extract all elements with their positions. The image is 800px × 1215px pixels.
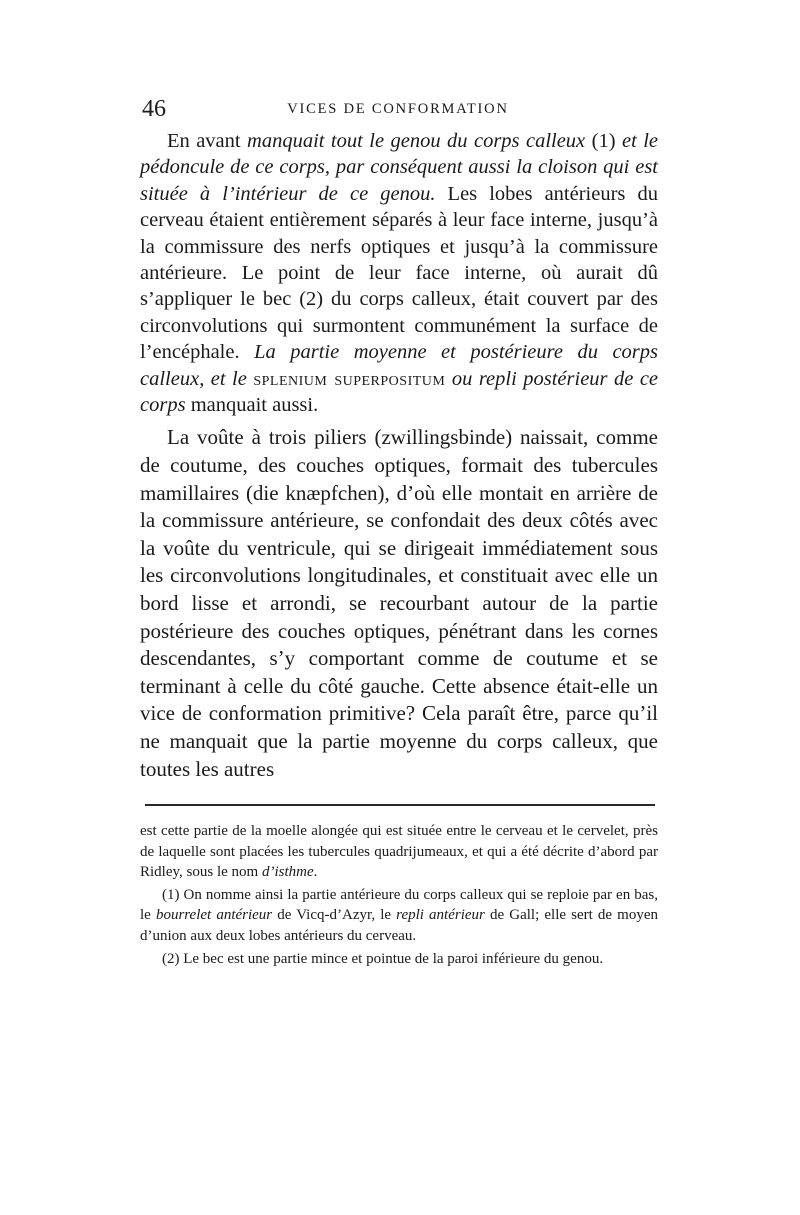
paragraph-1 [140, 128, 658, 418]
fn1-e: de Gall; elle sert de moyen d’union aux deux lobes antérieurs du cerveau. [140, 907, 658, 944]
page-number: 46 [142, 96, 166, 122]
footnotes [140, 821, 658, 969]
fn1-d: repli antérieur [396, 907, 485, 924]
fn1-b: bourrelet antérieur [155, 907, 273, 924]
p1-italic-d: et le pédoncule de ce corps, par conséquent aussi la cloison qui est située à l’intérieur de ce genou. [140, 130, 658, 205]
fn-cont-b: d’isthme [261, 864, 314, 881]
fn-cont-a: est cette partie de la moelle alongée qui est située entre le cerveau et le cervelet, près de laquelle sont placées les tubercules quadrijumeaux, et qui a été décrite d’abord par Ridley, sous le nom [140, 823, 658, 881]
page-header [138, 96, 658, 124]
p1-text-c: (1) [585, 130, 622, 152]
fn1-c: de Vicq-d’Azyr, le [272, 907, 397, 924]
p1-text-k: manquait aussi. [185, 394, 319, 417]
footnote-rule [145, 804, 655, 806]
main-text [140, 128, 658, 783]
p1-italic-j: ou repli postérieur de ce corps [140, 367, 659, 417]
running-title: VICES DE CONFORMATION [287, 101, 509, 117]
paragraph-2: La voûte à trois piliers (zwillingsbinde) naissait, comme de coutume, des couches optiques, formait des tubercules mamillaires (die knæpfchen), d’où elle montait en arrière de la commissure antérieure, se confondait des deux côtés avec la voûte du ventricule, qui se dirigeait immédiatement sous les circonvolutions longitudinales, et constituait avec elle un bord lisse et arrondi, se recourbant autour de la partie postérieure des couches optiques, pénétrant dans les cornes descendantes, s’y comportant comme de coutume et se terminant à celle du côté gauche. Cette absence était-elle un vice de conformation primitive? Cela paraît être, parce qu’il ne manquait que la partie moyenne du corps calleux, que toutes les autres [140, 425, 658, 781]
p1-text-a: En avant [167, 130, 248, 152]
p1-italic-b: manquait tout le genou du corps calleux [247, 130, 586, 152]
p1-italic-f: La partie moyenne et postérieure du corps calleux, et le [140, 341, 658, 390]
p1-text-e: Les lobes antérieurs du cerveau étaient entièrement séparés à leur face interne, jusqu’à la commissure des nerfs optiques et jusqu’à la commissure antérieure. Le point de leur face interne, où aurait dû s’appliquer le bec (2) du corps calleux, était couvert par des circonvolutions qui surmontent communément la surface de l’encéphale. [140, 182, 658, 364]
fn-cont-c: . [313, 864, 318, 881]
footnote-2: (2) Le bec est une partie mince et pointue de la paroi inférieure du genou. [162, 950, 604, 967]
footnote-1 [140, 885, 658, 947]
fn1-a: (1) On nomme ainsi la partie antérieure du corps calleux qui se reploie par en bas, le [140, 886, 658, 924]
footnote-continuation [140, 821, 658, 883]
p1-smallcaps-h: splenium superpositum [253, 367, 446, 390]
